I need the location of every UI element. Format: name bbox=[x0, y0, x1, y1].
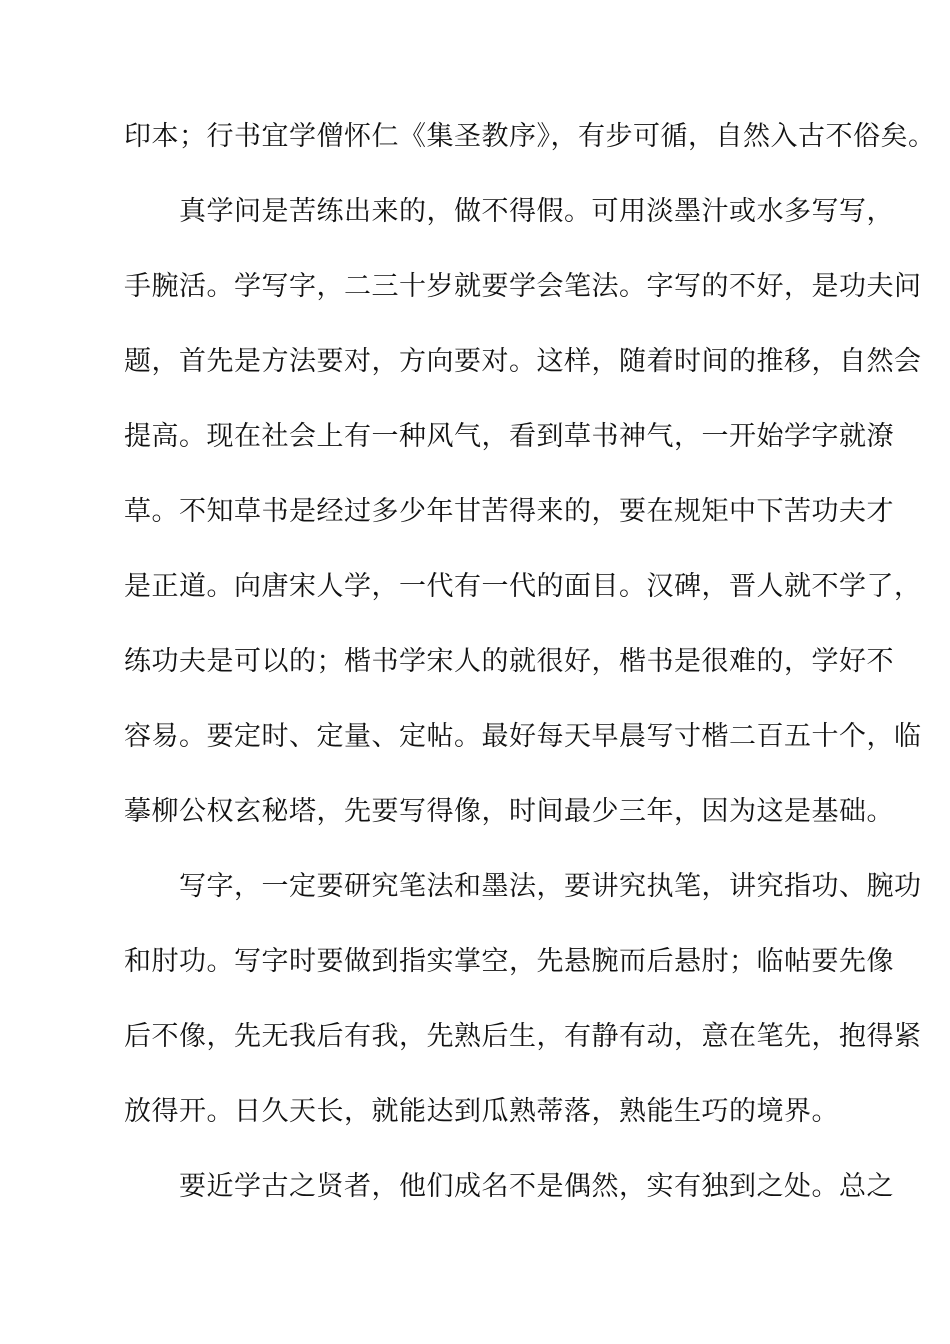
text-line: 和肘功。写字时要做到指实掌空，先悬腕而后悬肘；临帖要先像 bbox=[124, 946, 894, 977]
text-line: 真学问是苦练出来的，做不得假。可用淡墨汁或水多写写， bbox=[124, 196, 894, 227]
text-line: 提高。现在社会上有一种风气，看到草书神气，一开始学字就潦 bbox=[124, 421, 894, 452]
text-line: 印本；行书宜学僧怀仁《集圣教序》，有步可循，自然入古不俗矣。 bbox=[124, 121, 936, 152]
text-line: 手腕活。学写字，二三十岁就要学会笔法。字写的不好，是功夫问 bbox=[124, 271, 922, 302]
text-line: 摹柳公权玄秘塔，先要写得像，时间最少三年，因为这是基础。 bbox=[124, 796, 894, 827]
text-line: 题，首先是方法要对，方向要对。这样，随着时间的推移，自然会 bbox=[124, 346, 922, 377]
text-line: 后不像，先无我后有我，先熟后生，有静有动，意在笔先，抱得紧 bbox=[124, 1021, 922, 1052]
text-line: 练功夫是可以的；楷书学宋人的就很好，楷书是很难的，学好不 bbox=[124, 646, 894, 677]
text-line: 容易。要定时、定量、定帖。最好每天早晨写寸楷二百五十个，临 bbox=[124, 721, 922, 752]
text-line: 要近学古之贤者，他们成名不是偶然，实有独到之处。总之 bbox=[124, 1171, 894, 1202]
text-line: 放得开。日久天长，就能达到瓜熟蒂落，熟能生巧的境界。 bbox=[124, 1096, 839, 1127]
text-line: 是正道。向唐宋人学，一代有一代的面目。汉碑，晋人就不学了， bbox=[124, 571, 922, 602]
body-text bbox=[124, 112, 936, 1237]
text-line: 写字，一定要研究笔法和墨法，要讲究执笔，讲究指功、腕功 bbox=[124, 871, 922, 902]
text-line: 草。不知草书是经过多少年甘苦得来的，要在规矩中下苦功夫才 bbox=[124, 496, 894, 527]
